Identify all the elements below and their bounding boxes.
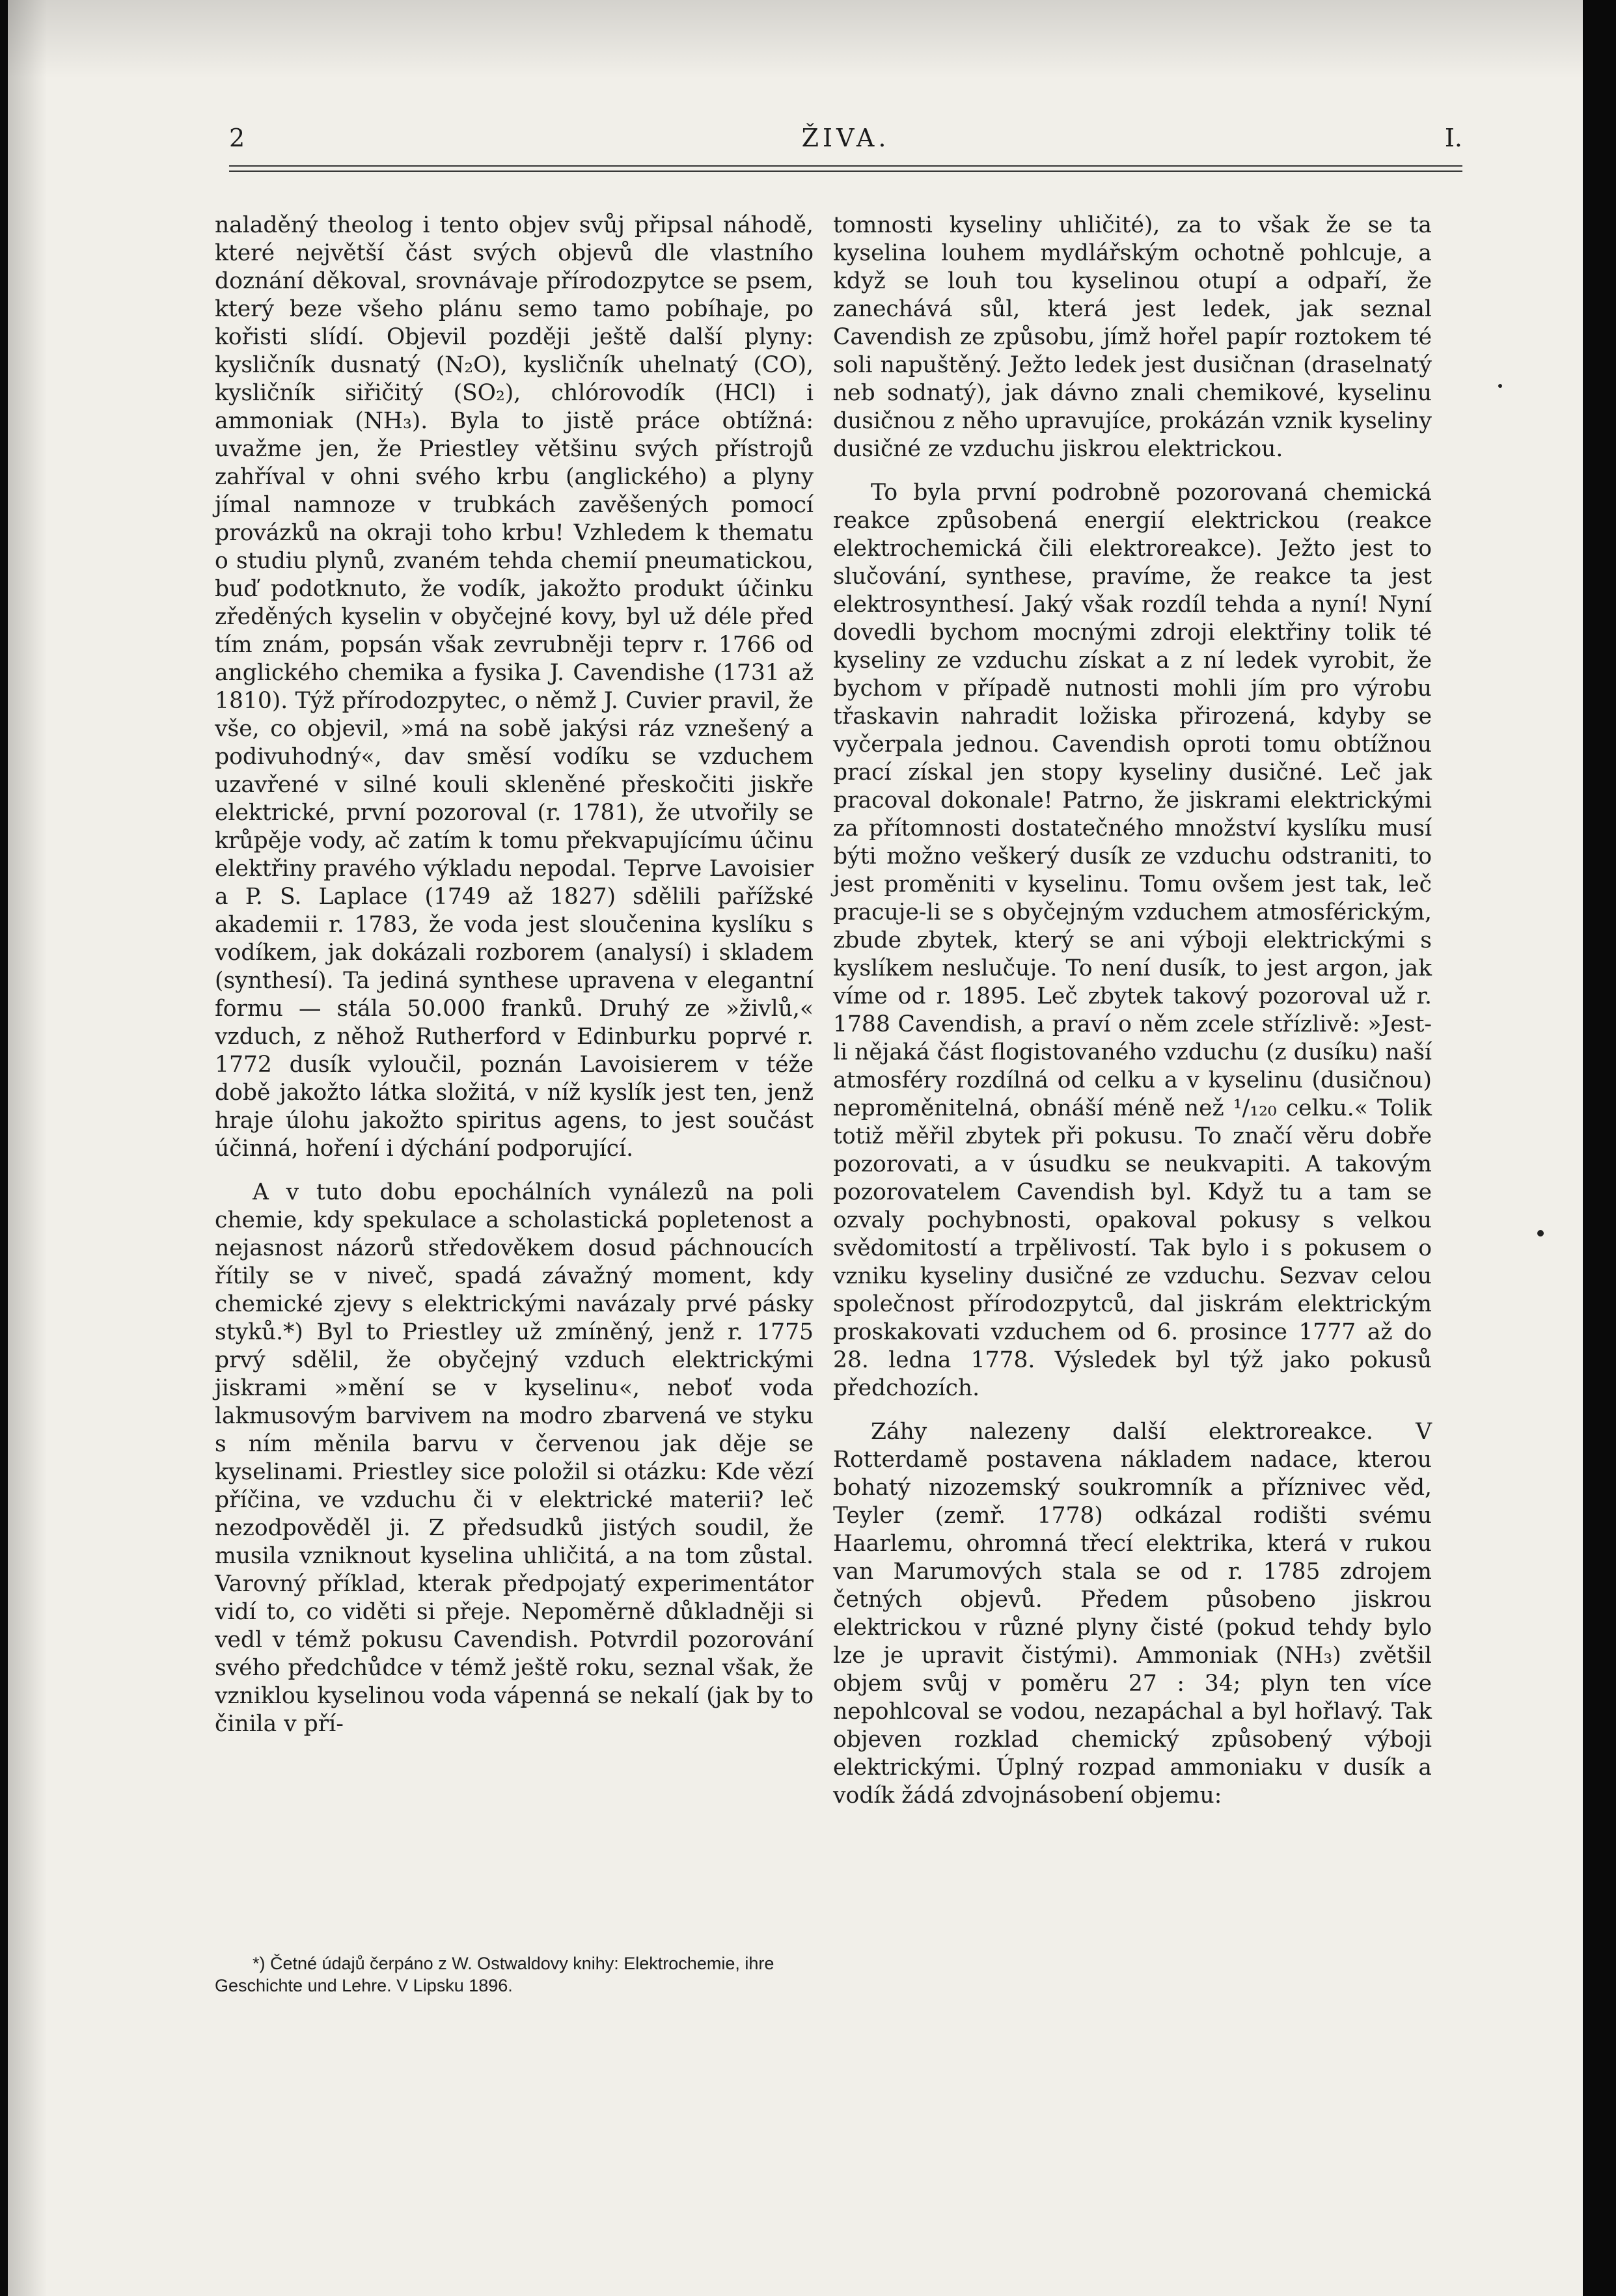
right-paragraph-2: To byla první podrobně pozorovaná chemická reakce způsobená energií elektrickou (reakce elektrochemická čili elektroreakce). Ježto jest to slučování, synthese, pravíme, že reakce ta jest elektrosynthesí. Jaký však rozdíl tehda a nyní! Nyní dovedli bychom mocnými zdroji elektřiny tolik té kyseliny ze vzduchu získat a z ní ledek vyrobit, že bychom v případě nutnosti mohli jím pro výrobu třaskavin nahradit ložiska přirozená, kdyby se vyčerpala jednou. Cavendish oproti tomu obtížnou prací získal jen stopy kyseliny dusičné. Leč jak pracoval dokonale! Patrno, že jiskrami elektrickými za přítomnosti dostatečného množství kyslíku musí býti možno veškerý dusík ze vzduchu odstraniti, to jest proměniti v kyselinu. Tomu ovšem jest tak, leč pracuje-li se s obyčejným vzduchem atmosférickým, zbude zbytek, který se ani výboji elektrickými s kyslíkem neslučuje. To není dusík, to jest argon, jak víme od r. 1895. Leč zbytek takový pozoroval už r. 1788 Cavendish, a praví o něm zcele střízlivě: »Jest-li nějaká část flogistovaného vzduchu (z dusíku) naší atmosféry rozdílná od celku a v kyselinu (dusičnou) neproměnitelná, obnáší méně než ¹/₁₂₀ celku.« Tolik totiž měřil zbytek při pokusu. To značí věru dobře pozorovati, a v úsudku se neukvapiti. A takovým pozorovatelem Cavendish byl. Když tu a tam se ozvaly pochybnosti, opakoval pokusy s velkou svědomitostí a trpělivostí. Tak bylo i s pokusem o vzniku kyseliny dusičné ze vzduchu. Sezvav celou společnost přírodozpytců, dal jiskrám elektrickým proskakovati vzduchem od 6. prosince 1777 až do 28. ledna 1778. Výsledek byl týž jako pokusů předchozích. <box>833 480 1432 1401</box>
left-paragraph-1: naladěný theolog i tento objev svůj připsal náhodě, které největší část svých objevů dle vlastního doznání děkoval, srovnávaje přírodozpytce se psem, který beze všeho plánu semo tamo pobíhaje, po kořisti slídí. Objevil později ještě další plyny: kysličník dusnatý (N₂O), kysličník uhelnatý (CO), kysličník siřičitý (SO₂), chlórovodík (HCl) i ammoniak (NH₃). Byla to jistě práce obtížná: uvažme jen, že Priestley většinu svých přístrojů zahříval v ohni svého krbu (anglického) a plyny jímal namnoze v trubkách zavěšených pomocí provázků na okraji toho krbu! Vzhledem k thematu o studiu plynů, zvaném tehda chemií pneumatickou, buď podotknuto, že vodík, jakožto produkt účinku zředěných kyselin v obyčejné kovy, byl už déle před tím znám, popsán však zevrubněji teprv r. 1766 od anglického chemika a fysika J. Cavendishe (1731 až 1810). Týž přírodozpytec, o němž J. Cuvier pravil, že vše, co objevil, »má na sobě jakýsi ráz vznešený a podivuhodný«, dav směsí vodíku se vzduchem uzavřené v silné kouli skleněné přeskočiti jiskře elektrické, první pozoroval (r. 1781), že utvořily se krůpěje vody, ač zatím k tomu překvapujícímu účinu elektřiny pravého výkladu nepodal. Teprve Lavoisier a P. S. Laplace (1749 až 1827) sdělili pařížské akademii r. 1783, že voda jest sloučenina kyslíku s vodíkem, jak dokázali rozborem (analysí) i skladem (synthesí). Ta jediná synthese upravena v elegantní formu — stála 50.000 franků. Druhý ze »živlů,« vzduch, z něhož Rutherford v Edinburku poprvé r. 1772 dusík vyloučil, poznán Lavoisierem v téže době jakožto látka složitá, v níž kyslík jest ten, jenž hraje úlohu jakožto spiritus agens, to jest součást účinná, hoření i dýchání podporující. <box>215 212 814 1162</box>
header-double-rule <box>229 165 1462 172</box>
page <box>8 0 1583 2296</box>
page-number: 2 <box>229 124 245 152</box>
scan-speck <box>1498 384 1502 388</box>
journal-title: ŽIVA. <box>801 124 890 152</box>
right-column <box>833 212 1432 1810</box>
right-paragraph-1: tomnosti kyseliny uhličité), za to však že se ta kyselina louhem mydlářským ochotně pohlcuje, a když se louh tou kyselinou otupí a odpaří, že zanechává sůl, která jest ledek, jak seznal Cavendish ze způsobu, jímž hořel papír roztokem té soli napuštěný. Ježto ledek jest dusičnan (draselnatý neb sodnatý), jak dávno znali chemikové, kyselinu dusičnou z něho upravujíce, prokázán vznik kyseliny dusičné ze vzduchu jiskrou elektrickou. <box>833 212 1432 462</box>
page-top-shadow <box>8 0 1583 78</box>
scan-speck <box>1537 1230 1544 1237</box>
left-paragraph-2: A v tuto dobu epochálních vynálezů na poli chemie, kdy spekulace a scholastická popletenost a nejasnost názorů středověkem dosud páchnoucích řítily se v niveč, spadá závažný moment, kdy chemické zjevy s elektrickými navázaly prvé pásky styků.*) Byl to Priestley už zmíněný, jenž r. 1775 prvý sdělil, že obyčejný vzduch elektrickými jiskrami »mění se v kyselinu«, neboť voda lakmusovým barvivem na modro zbarvená ve styku s ním měnila barvu v červenou jak děje se kyselinami. Priestley sice položil si otázku: Kde vězí příčina, ve vzduchu či v elektrické materii? leč nezodpověděl ji. Z předsudků jistých soudil, že musila vzniknout kyselina uhličitá, a na tom zůstal. Varovný příklad, kterak předpojatý experimentátor vidí to, co viděti si přeje. Nepoměrně důkladněji si vedl v témž pokusu Cavendish. Potvrdil pozorování svého předchůdce v témž ještě roku, seznal však, že vzniklou kyselinou voda vápenná se nekalí (jak by to činila v pří- <box>215 1179 814 1737</box>
footnote <box>215 1952 814 1997</box>
right-paragraph-3: Záhy nalezeny další elektroreakce. V Rotterdamě postavena nákladem nadace, kterou bohatý nizozemský soukromník a příznivec věd, Teyler (zemř. 1778) odkázal rodišti svému Haarlemu, ohromná třecí elektrika, která v rukou van Marumových stala se od r. 1785 zdrojem četných objevů. Předem působeno jiskrou elektrickou v různé plyny čisté (pokud tehdy bylo lze je upravit čistými). Ammoniak (NH₃) zvětšil objem svůj v poměru 27 : 34; plyn ten více nepohlcoval se vodou, nezapáchal a byl hořlavý. Tak objeven rozklad chemický způsobený výboji elektrickými. Úplný rozpad ammoniaku v dusík a vodík žádá zdvojnásobení objemu: <box>833 1419 1432 1809</box>
left-column <box>215 212 814 1738</box>
page-header <box>229 124 1462 163</box>
footnote-text: *) Četné údajů čerpáno z W. Ostwaldovy knihy: Elektrochemie, ihre Geschichte und Lehre. V Lipsku 1896. <box>215 1954 774 1995</box>
page-edge-shadow <box>8 0 47 2296</box>
volume-number: I. <box>1444 124 1462 152</box>
